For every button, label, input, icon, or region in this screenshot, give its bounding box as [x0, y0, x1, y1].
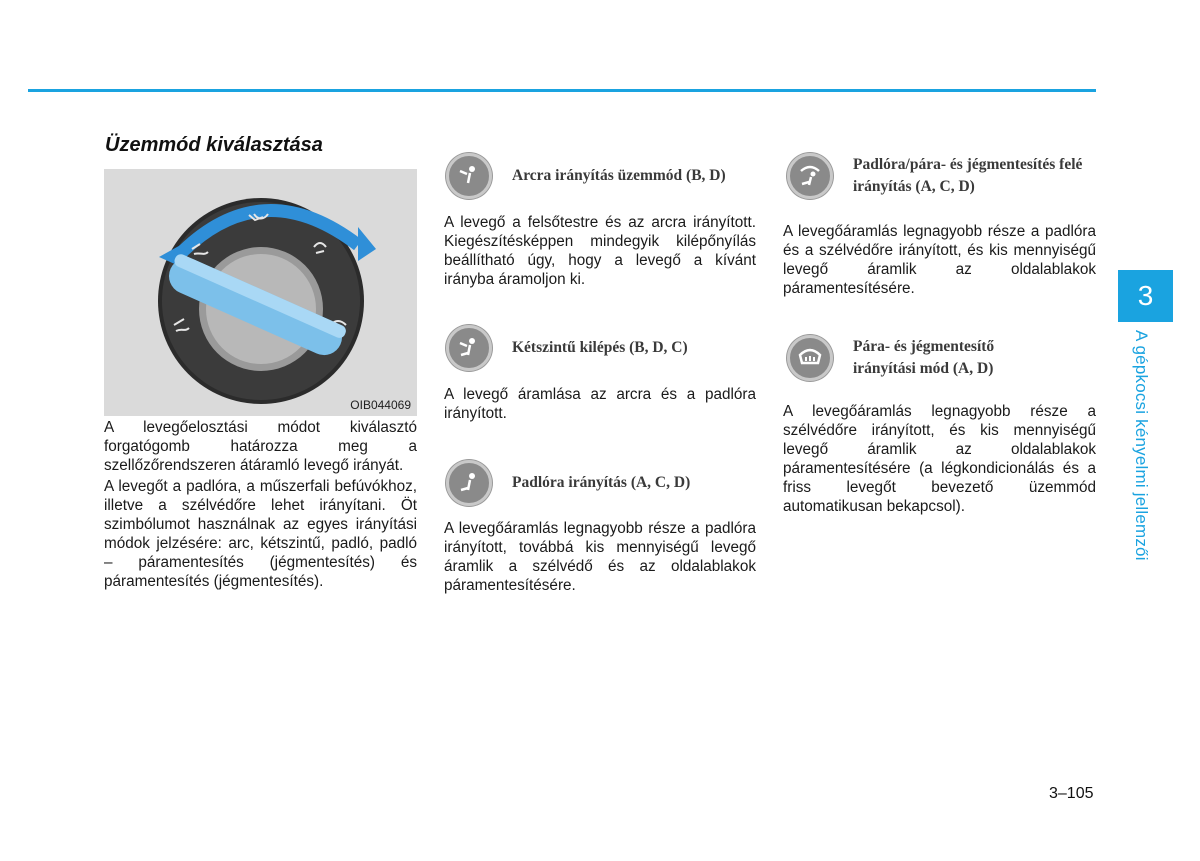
mode-face-text: A levegő a felsőtestre és az arcra irányított. Kiegészítésképpen mindegyik kilépőnyílás beállítható úgy, hogy a levegő a kívánt irányba áramoljon ki. — [444, 214, 756, 288]
mode-floor-defrost-heading — [787, 153, 1091, 199]
page-number: 3–105 — [1049, 785, 1094, 802]
mode-floor-text: A levegőáramlás legnagyobb része a padlóra irányított, továbbá kis mennyiségű levegő áramlik a szélvédő és az oldalablakok páramentesítésére. — [444, 520, 756, 594]
chapter-number: 3 — [1137, 280, 1154, 311]
bilevel-vent-icon — [456, 335, 482, 361]
defrost-mode-badge — [787, 335, 833, 381]
mode-defrost-heading — [787, 335, 1053, 381]
floor-defrost-mode-badge — [787, 153, 833, 199]
figure-code: OIB044069 — [350, 398, 411, 412]
defrost-icon — [797, 345, 823, 371]
mode-knob-figure — [104, 169, 417, 416]
mode-face-heading — [446, 153, 726, 199]
mode-bilevel-heading — [446, 325, 688, 371]
mode-defrost-text: A levegőáramlás legnagyobb része a szélvédőre irányított, és kis mennyiségű levegő áramlik az oldalablakok páramentesítésére (a légkondicionálás és a friss levegőt bevezető üzemmód automatikusan bekapcsol). — [783, 403, 1096, 515]
mode-floor-heading — [446, 460, 690, 506]
floor-vent-icon — [456, 470, 482, 496]
mode-floor-defrost-text: A levegőáramlás legnagyobb része a padlóra és a szélvédőre irányított, és kis mennyiségű levegő áramlik az oldalablakok páramentesítésére. — [783, 223, 1096, 297]
mode-face-title: Arcra irányítás üzemmód (B, D) — [512, 167, 726, 184]
face-mode-badge — [446, 153, 492, 199]
floor-defrost-icon — [797, 163, 823, 189]
mode-floor-defrost-title: Padlóra/pára- és jégmentesítés felé irányítás (A, C, D) — [853, 156, 1083, 195]
floor-mode-badge — [446, 460, 492, 506]
bilevel-mode-badge — [446, 325, 492, 371]
mode-defrost-title: Pára- és jégmentesítő irányítási mód (A, D) — [853, 338, 995, 377]
face-vent-icon — [456, 163, 482, 189]
mode-knob-illustration — [104, 169, 417, 416]
mode-bilevel-text: A levegő áramlása az arcra és a padlóra irányított. — [444, 386, 756, 422]
intro-paragraph: A levegőelosztási módot kiválasztó forgatógomb határozza meg a szellőzőrendszeren átáramló levegő irányát. — [104, 419, 417, 474]
chapter-title: A gépkocsi kényelmi jellemzői — [1132, 330, 1151, 561]
mode-bilevel-title: Kétszintű kilépés (B, D, C) — [512, 339, 688, 356]
modes-paragraph: A levegőt a padlóra, a műszerfali befúvókhoz, illetve a szélvédőre lehet irányítani. Öt szimbólumot használnak az egyes irányítási módok jelzésére: arc, kétszintű, padló, padló – páramentesítés (jégmentesítés) és páramentesítés (jégmentesítés). — [104, 478, 417, 590]
mode-floor-title: Padlóra irányítás (A, C, D) — [512, 474, 691, 491]
section-title: Üzemmód kiválasztása — [105, 134, 323, 156]
chapter-tab — [1118, 270, 1173, 322]
top-rule — [28, 89, 1096, 92]
